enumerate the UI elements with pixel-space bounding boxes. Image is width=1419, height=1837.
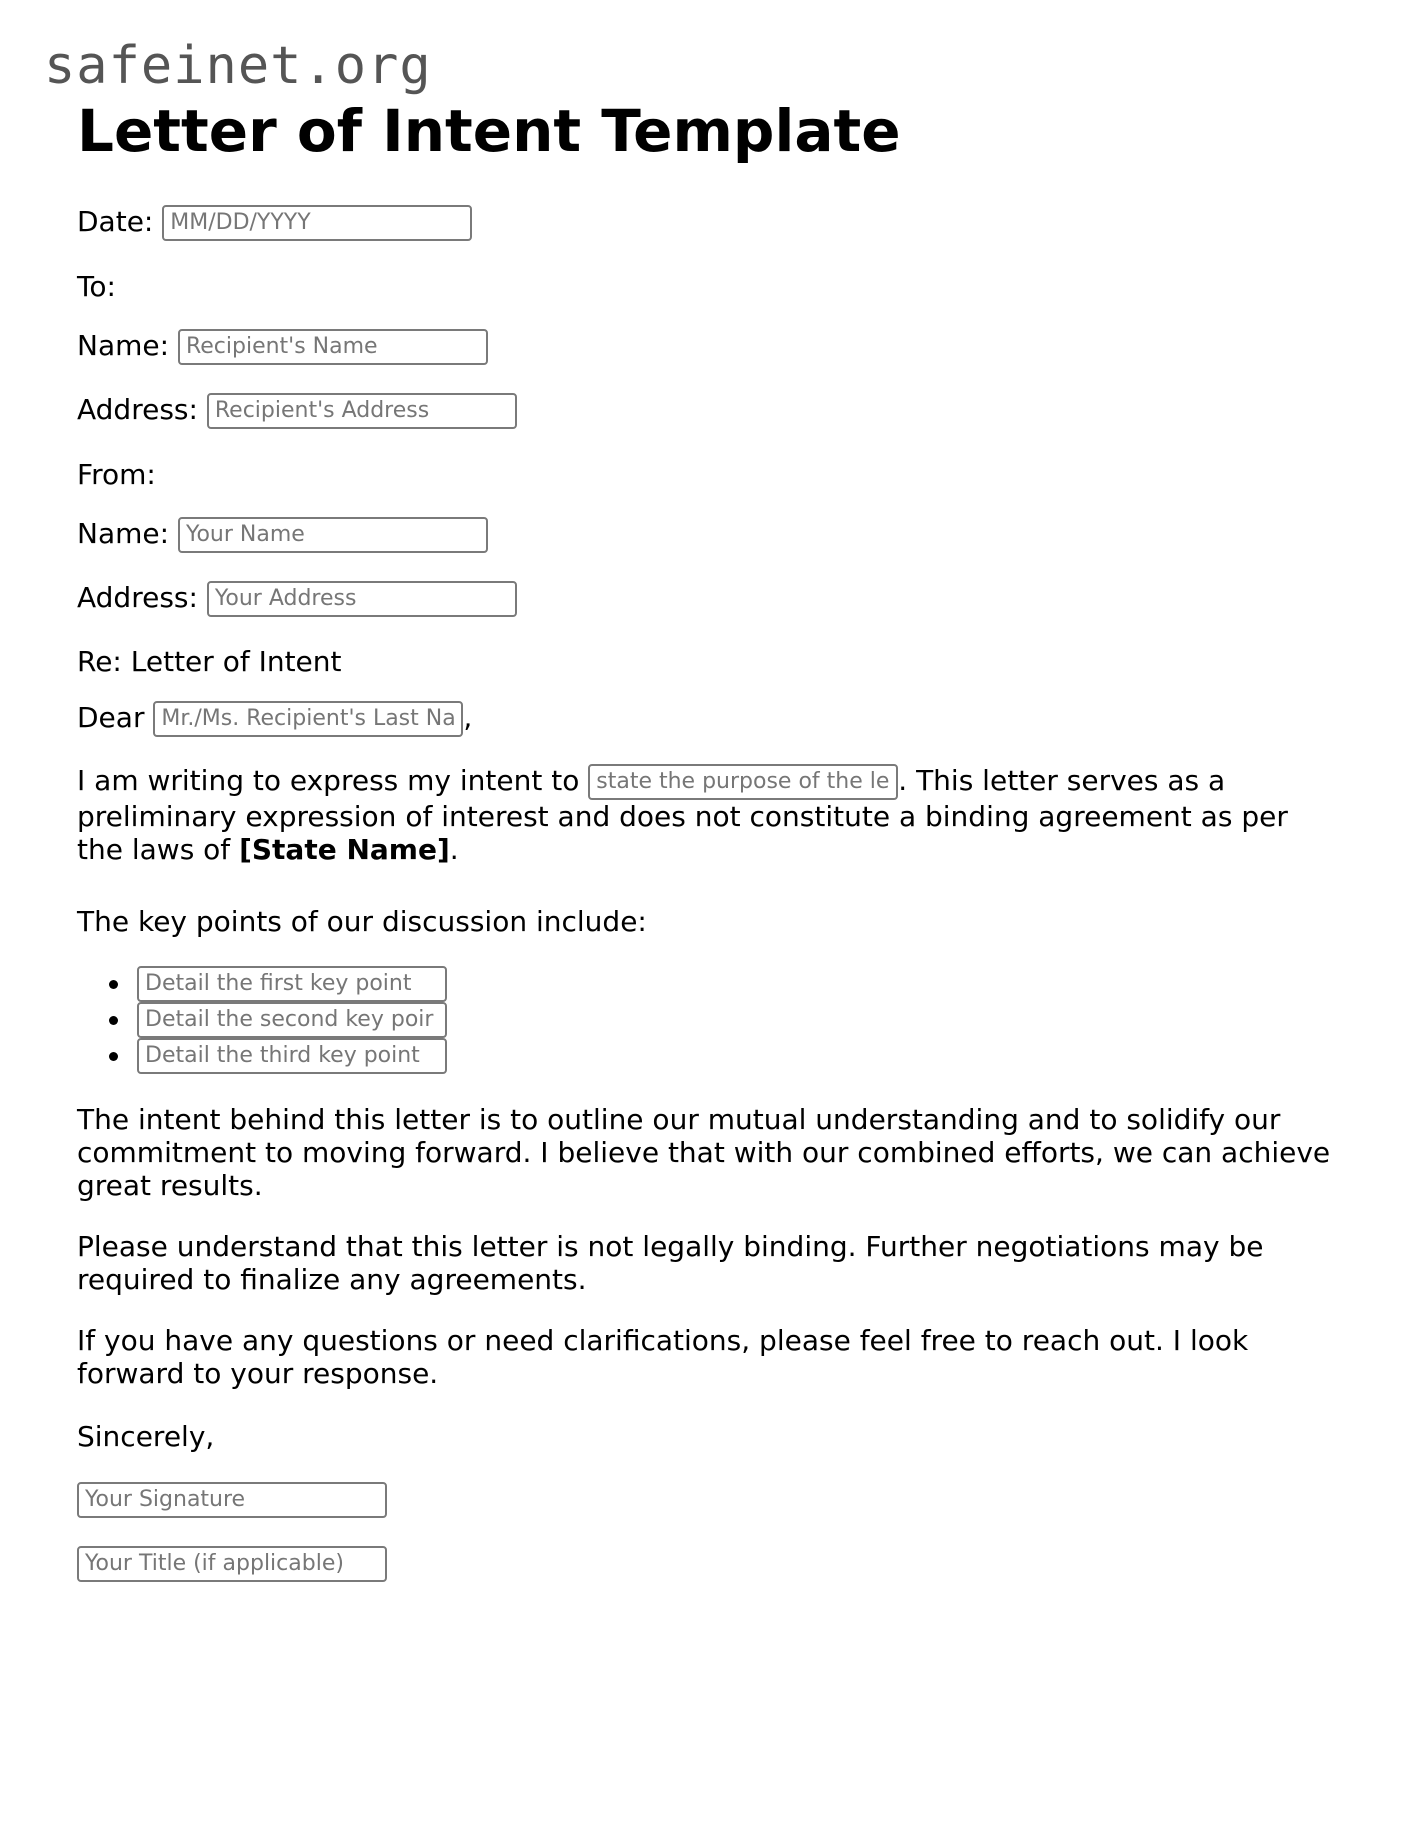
closing: Sincerely, bbox=[77, 1420, 215, 1453]
recipient-name-input[interactable]: Recipient's Name bbox=[178, 329, 488, 365]
salutation-prefix: Dear bbox=[77, 701, 145, 734]
sender-name-input[interactable]: Your Name bbox=[178, 517, 488, 553]
list-item bbox=[137, 1038, 447, 1074]
date-input[interactable]: MM/DD/YYYY bbox=[162, 205, 472, 241]
purpose-input[interactable]: state the purpose of the le bbox=[588, 764, 898, 800]
key-point-1-input[interactable]: Detail the first key point bbox=[137, 966, 447, 1002]
intro-text-after: . This letter serves as a preliminary expression of interest and does not constitute a binding agreement as per the laws of bbox=[77, 764, 1288, 866]
key-points-list bbox=[137, 966, 447, 1074]
date-row bbox=[77, 205, 472, 241]
re-line: Re: Letter of Intent bbox=[77, 645, 342, 678]
key-point-2-input[interactable]: Detail the second key poir bbox=[137, 1002, 447, 1038]
intro-paragraph bbox=[77, 764, 1337, 866]
list-item bbox=[137, 1002, 447, 1038]
recipient-last-name-input[interactable]: Mr./Ms. Recipient's Last Na bbox=[153, 701, 463, 737]
sender-title-input[interactable]: Your Title (if applicable) bbox=[77, 1546, 387, 1582]
recipient-address-label: Address: bbox=[77, 393, 198, 426]
questions-paragraph: If you have any questions or need clarifications, please feel free to reach out. I look forward to your response. bbox=[77, 1324, 1249, 1390]
binding-paragraph: Please understand that this letter is not legally binding. Further negotiations may be required to finalize any agreements. bbox=[77, 1230, 1264, 1296]
sender-address-row bbox=[77, 581, 517, 617]
watermark: safeinet.org bbox=[44, 36, 432, 96]
page-title: Letter of Intent Template bbox=[77, 97, 901, 165]
salutation-comma: , bbox=[463, 701, 473, 734]
from-label: From: bbox=[77, 458, 156, 491]
salutation-row bbox=[77, 701, 472, 737]
intent-paragraph: The intent behind this letter is to outline our mutual understanding and to solidify our commitment to moving forward. I believe that with our combined efforts, we can achieve great results. bbox=[77, 1103, 1331, 1202]
date-label: Date: bbox=[77, 205, 154, 238]
key-point-3-input[interactable]: Detail the third key point bbox=[137, 1038, 447, 1074]
to-label: To: bbox=[77, 270, 116, 303]
letter-page bbox=[77, 97, 1337, 1576]
sender-name-row bbox=[77, 517, 488, 553]
signature-input[interactable]: Your Signature bbox=[77, 1482, 387, 1518]
signature-row bbox=[77, 1482, 387, 1518]
intro-text-before: I am writing to express my intent to bbox=[77, 764, 580, 797]
list-item bbox=[137, 966, 447, 1002]
sender-address-label: Address: bbox=[77, 581, 198, 614]
recipient-name-label: Name: bbox=[77, 329, 170, 362]
title-row bbox=[77, 1546, 387, 1582]
recipient-name-row bbox=[77, 329, 488, 365]
state-name: [State Name] bbox=[239, 833, 450, 866]
sender-address-input[interactable]: Your Address bbox=[207, 581, 517, 617]
intro-text-end: . bbox=[449, 833, 459, 866]
key-points-heading: The key points of our discussion include: bbox=[77, 905, 647, 938]
recipient-address-row bbox=[77, 393, 517, 429]
recipient-address-input[interactable]: Recipient's Address bbox=[207, 393, 517, 429]
sender-name-label: Name: bbox=[77, 517, 170, 550]
